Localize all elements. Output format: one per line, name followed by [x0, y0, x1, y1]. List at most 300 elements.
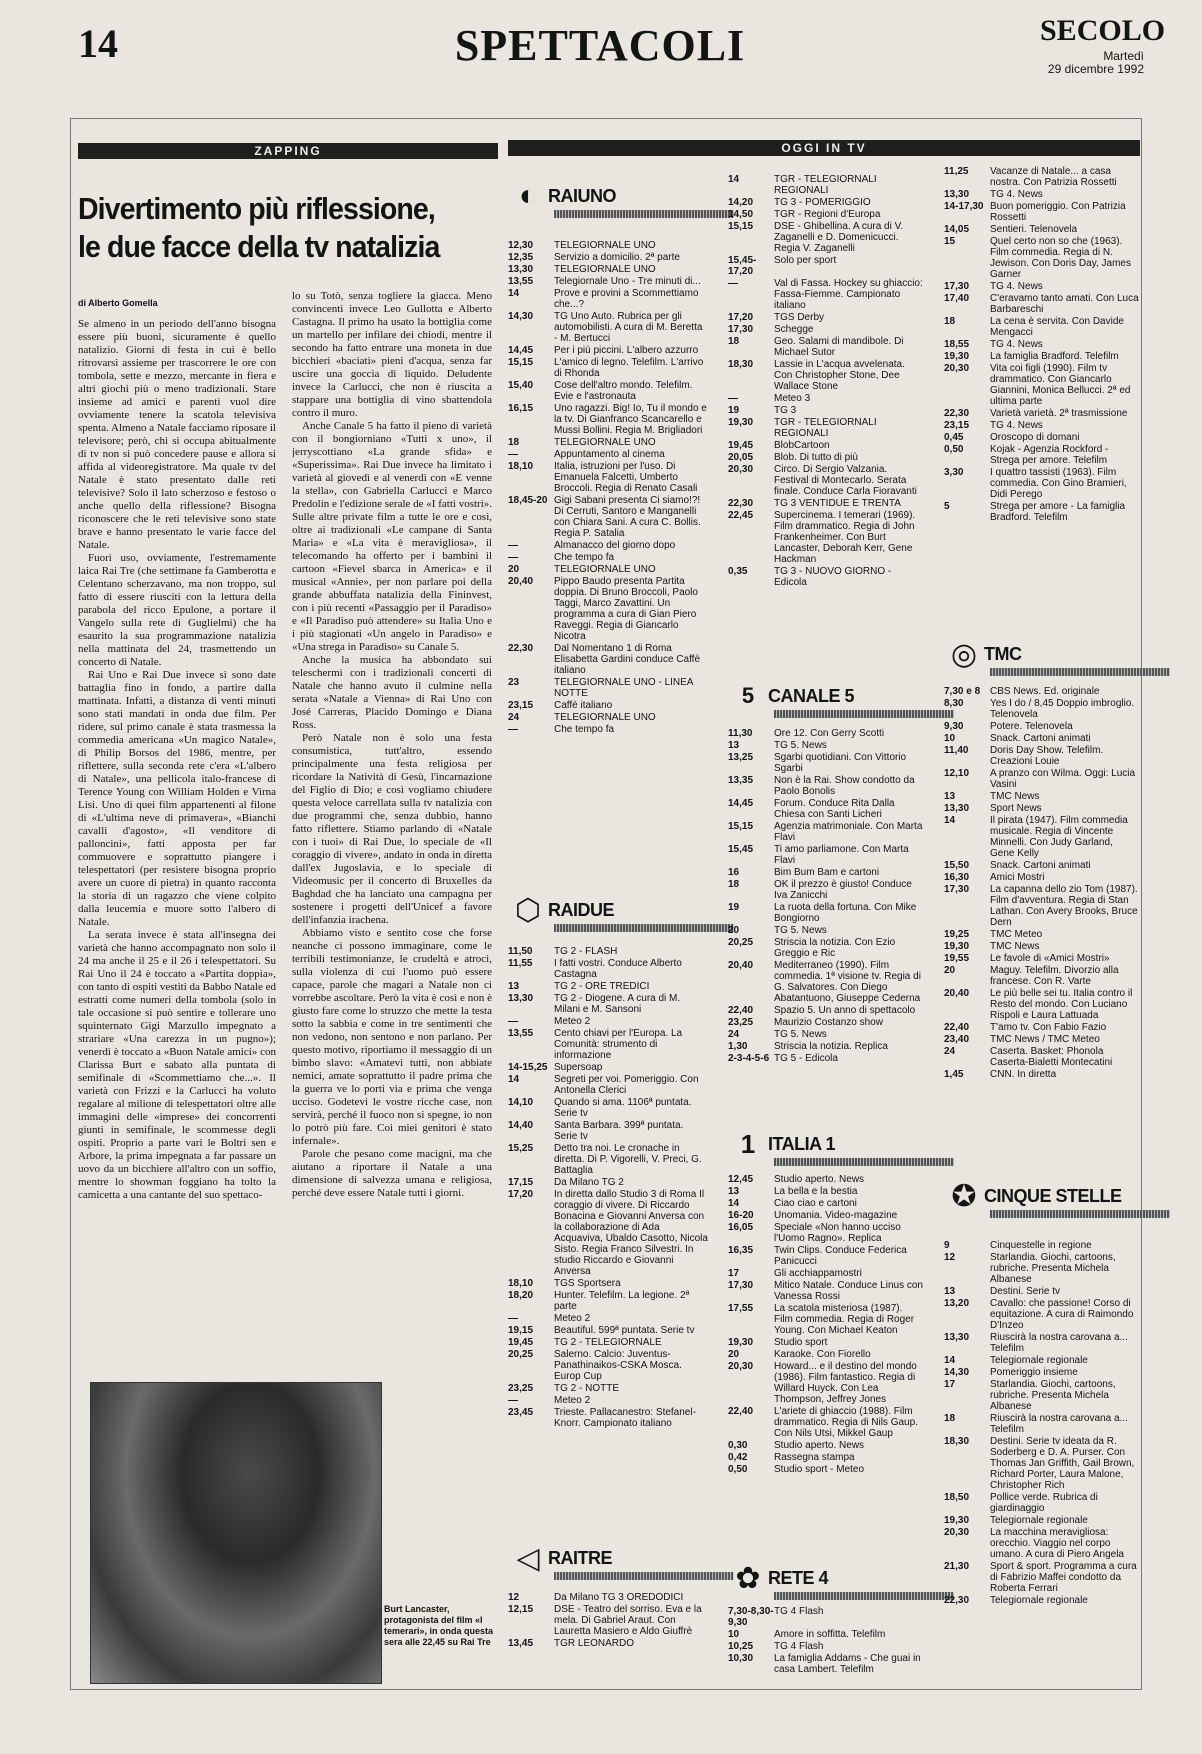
- channel-name: RAIUNO: [548, 185, 616, 206]
- program-time: 20,40: [944, 988, 970, 999]
- program-title: Buon pomeriggio. Con Patrizia Rossetti: [990, 201, 1126, 223]
- program-listing: [728, 498, 924, 509]
- program-time: 0,35: [728, 566, 748, 577]
- issue-day: Martedì: [1103, 49, 1144, 63]
- program-title: Oroscopo di domani: [990, 432, 1080, 443]
- program-listing: [728, 440, 924, 451]
- program-time: 23,15: [508, 700, 534, 711]
- program-time: 1,45: [944, 1069, 964, 1080]
- program-title: Trieste. Pallacanestro: Stefanel-Knorr. Campionato italiano: [554, 1407, 696, 1429]
- program-time: 20,30: [728, 1361, 754, 1372]
- program-title: TG 3 - POMERIGGIO: [774, 197, 871, 208]
- program-time: 23: [508, 677, 520, 688]
- article-paragraph: Anche Canale 5 ha fatto il pieno di varietà con il bongiorniano «Tutti x uno», il jerryscottiano «La grande sfida» e «Superissima». Rai Due invece ha limitato i varietà al giovedì e al venerdì con «E venne la stella», con Gabriella Carlucci e Marco Predolin e l'edizione serale de «I fatti vostri». Sulle altre private film a tutte le ore e così, oltre ai tradizionali «Le campane di Santa Maria» e «La vita è meravigliosa», il telecomando ha offerto per i bambini il cartoon «Fievel sbarca in America» e il musical «Annie», per non parlare poi della grande abbuffata natalizia della Fininvest, con i più recenti «Passaggio per il Paradiso» e «Il Paradiso può attendere» su Italia Uno e i più stagionati «Un angelo in Paradiso» e «Una strega in Paradiso» su Canale 5.: [292, 420, 492, 653]
- program-title: Pippo Baudo presenta Partita doppia. Di Bruno Broccoli, Paolo Taggi, Marco Zavattini. Un programma a cura di Gian Piero Raveggi. Regia di Giancarlo Nicotra: [554, 576, 698, 642]
- program-title: Studio aperto. News: [774, 1174, 865, 1185]
- program-listing: [508, 288, 708, 310]
- zapping-bar: ZAPPING: [78, 143, 498, 159]
- program-listing: [508, 1074, 708, 1096]
- program-listing: [944, 733, 1140, 744]
- program-title: TGR - TELEGIORNALI REGIONALI: [774, 417, 877, 439]
- program-listing: [508, 1177, 708, 1188]
- oggi-in-tv-bar: OGGI IN TV: [508, 140, 1140, 156]
- program-time: 8,30: [944, 698, 964, 709]
- program-title: OK il prezzo è giusto! Conduce Iva Zanicchi: [774, 879, 912, 901]
- program-title: Sport & sport. Programma a cura di Fabrizio Maffei condotto da Roberta Ferrari: [990, 1561, 1137, 1594]
- program-time: 15,15: [728, 221, 754, 232]
- program-listing: [728, 1210, 924, 1221]
- program-listing: [728, 221, 924, 254]
- program-listing: [508, 461, 708, 494]
- program-time: 23,25: [728, 1017, 754, 1028]
- rete4-logo-icon: ✿: [735, 1561, 761, 1595]
- program-listing: [728, 879, 924, 901]
- program-listing: [508, 564, 708, 575]
- program-listing: [728, 336, 924, 358]
- program-title: Agenzia matrimoniale. Con Marta Flavi: [774, 821, 923, 843]
- program-listing: [508, 403, 708, 436]
- program-time: 24: [508, 712, 520, 723]
- program-time: 11,55: [508, 958, 533, 969]
- article-paragraph: Fuori uso, ovviamente, l'estremamente laica Rai Tre (che settimane fa Gamberotta e Celentano scherzavano, ma non troppo, sul fatto di essere riusciti con la lettura della parabola del ricco Epulone, a portare il Vangelo sulla rete di Guglielmi) che ha esaurito la sua programmazione natalizia nella mattinata del 24, trasmettendo un concerto di Natale.: [78, 552, 276, 668]
- program-time: 14: [728, 174, 740, 185]
- program-time: 13: [728, 1186, 740, 1197]
- program-listing: [728, 510, 924, 565]
- program-time: 12: [508, 1592, 520, 1603]
- program-title: TG 4 Flash: [774, 1641, 824, 1652]
- program-time: 14: [508, 288, 520, 299]
- program-time: 18,55: [944, 339, 970, 350]
- program-time: 16,35: [728, 1245, 754, 1256]
- program-listing: [508, 981, 708, 992]
- program-title: TG 2 - FLASH: [554, 946, 618, 957]
- program-time: 14,45: [728, 798, 754, 809]
- program-time: 10,30: [728, 1653, 754, 1664]
- program-listing: [728, 1440, 924, 1451]
- program-time: 20,30: [728, 464, 754, 475]
- program-listing: [944, 1367, 1140, 1378]
- program-listing: [944, 1492, 1140, 1514]
- program-title: TMC News: [990, 941, 1040, 952]
- program-time: 22,30: [508, 643, 534, 654]
- program-title: TG 5. News: [774, 925, 827, 936]
- program-time: 16,05: [728, 1222, 754, 1233]
- program-time: 17,40: [944, 293, 970, 304]
- program-time: 13: [728, 740, 740, 751]
- program-listing: [944, 501, 1140, 523]
- program-listing: [944, 1595, 1140, 1606]
- program-title: Kojak - Agenzia Rockford - Strega per amore. Telefilm: [990, 444, 1109, 466]
- program-listing: [728, 728, 924, 739]
- program-time: 16,30: [944, 872, 970, 883]
- program-title: TELEGIORNALE UNO: [554, 437, 656, 448]
- program-time: 20,25: [508, 1349, 534, 1360]
- program-listing: [728, 393, 924, 404]
- program-time: 2-3-4-5-6: [728, 1053, 770, 1064]
- program-time: 15,45-17,20: [728, 255, 757, 277]
- program-time: 22,30: [944, 1595, 970, 1606]
- raitre-logo-icon: ◁: [516, 1541, 540, 1575]
- program-title: Lassie in L'acqua avvelenata. Con Christopher Stone, Dee Wallace Stone: [774, 359, 905, 392]
- article-paragraph: lo su Totò, senza togliere la giacca. Meno convincenti invece Leo Gullotta e Alberto Castagna. Il primo ha usato la bottiglia come un martello per infilare dei chiodi, mentre il secondo ha fatto entrare una moneta in due bicchieri «baciati» pieni d'acqua, senza far uscire una goccia di liquido. Deludente invece la Carlucci, che non è riuscita a stappare una bottiglia di vino sbattendola contro il muro.: [292, 290, 492, 419]
- program-title: A pranzo con Wilma. Oggi: Lucia Vasini: [990, 768, 1136, 790]
- program-title: Strega per amore - La famiglia Bradford. Telefilm: [990, 501, 1126, 523]
- program-title: TG 4. News: [990, 420, 1043, 431]
- program-time: 12,10: [944, 768, 970, 779]
- program-title: Twin Clips. Conduce Federica Panicucci: [774, 1245, 907, 1267]
- program-listing: [944, 236, 1140, 280]
- program-listing: [728, 752, 924, 774]
- program-listing: [508, 724, 708, 735]
- article-paragraph: Parole che pesano come macigni, ma che aiutano a riportare il Natale a una dimensione di salvezza umana e religiosa, perché deve essere Natale tutti i giorni.: [292, 1148, 492, 1199]
- program-time: 18,50: [944, 1492, 970, 1503]
- program-time: —: [508, 724, 518, 735]
- program-title: Beautiful. 599ª puntata. Serie tv: [554, 1325, 695, 1336]
- program-time: 13,55: [508, 276, 534, 287]
- program-time: —: [508, 1016, 518, 1027]
- program-time: 0,45: [944, 432, 964, 443]
- program-title: La macchina meravigliosa: orecchio. Viaggio nel corpo umano. A cura di Piero Angela: [990, 1527, 1124, 1560]
- program-listing: [944, 444, 1140, 466]
- program-time: 19,30: [728, 1337, 754, 1348]
- program-time: 19,30: [728, 417, 754, 428]
- program-listing: [728, 1361, 924, 1405]
- program-listing: [728, 1174, 924, 1185]
- program-listing: [508, 540, 708, 551]
- program-title: TG 2 - NOTTE: [554, 1383, 619, 1394]
- program-title: Snack. Cartoni animati: [990, 733, 1091, 744]
- program-title: BlobCartoon: [774, 440, 830, 451]
- program-listing: [944, 316, 1140, 338]
- program-title: Sentieri. Telenovela: [990, 224, 1078, 235]
- program-time: 14,30: [508, 311, 534, 322]
- program-time: 20: [728, 925, 740, 936]
- program-time: 13: [508, 981, 520, 992]
- program-title: Hunter. Telefilm. La legione. 2ª parte: [554, 1290, 690, 1312]
- program-listing: [944, 1436, 1140, 1491]
- program-title: TG 4. News: [990, 281, 1043, 292]
- program-listing: [508, 677, 708, 699]
- program-listing: [728, 405, 924, 416]
- channel-rete4: [728, 1558, 924, 1676]
- program-listing: [944, 815, 1140, 859]
- program-title: TGR LEONARDO: [554, 1638, 635, 1649]
- program-listing: [508, 1143, 708, 1176]
- program-title: TG 2 - ORE TREDICI: [554, 981, 650, 992]
- program-listing: [944, 686, 1140, 697]
- program-title: TELEGIORNALE UNO: [554, 240, 656, 251]
- channel-italia1: [728, 1124, 924, 1476]
- program-title: Cinquestelle in regione: [990, 1240, 1092, 1251]
- program-time: 13,35: [728, 775, 754, 786]
- program-time: 11,25: [944, 166, 969, 177]
- program-time: 13: [944, 1286, 956, 1297]
- program-time: 15,15: [508, 357, 534, 368]
- program-listing: [508, 437, 708, 448]
- program-listing: [728, 740, 924, 751]
- program-listing: [508, 946, 708, 957]
- program-time: 23,45: [508, 1407, 534, 1418]
- program-time: 20: [728, 1349, 740, 1360]
- program-listing: [944, 884, 1140, 928]
- program-time: 18: [728, 336, 740, 347]
- program-time: 19,30: [944, 1515, 970, 1526]
- program-title: Caffè italiano: [554, 700, 613, 711]
- program-title: TGS Sportsera: [554, 1278, 621, 1289]
- program-title: Pollice verde. Rubrica di giardinaggio: [990, 1492, 1098, 1514]
- program-listing: [728, 1653, 924, 1675]
- program-time: —: [508, 552, 518, 563]
- article-paragraph: Però Natale non è solo una festa consumistica, tutt'altro, essendo principalmente una festa religiosa per ricordare la Natività di Gesù, l'incarnazione del Figlio di Dio; e così vogliamo chiudere questa veloce carrellata sulla tv natalizia con due programmi che, senza dubbio, hanno fatto riflettere. Stiamo parlando di «Natale con i tuoi» di Rai Due, lo speciale de «Il coraggio di vivere», andato in onda in diretta dall'ex Jugoslavia, e lo speciale di Videomusic per il concerto di Bruxelles da Baghdad che ha lanciato una campagna per sostenere i progetti dell'Unicef a favore dell'infanzia irachena.: [292, 732, 492, 926]
- program-time: 24: [728, 1029, 740, 1040]
- program-title: TG 2 - TELEGIORNALE: [554, 1337, 662, 1348]
- program-title: TELEGIORNALE UNO: [554, 564, 656, 575]
- program-time: 10: [944, 733, 956, 744]
- article-column-1: [78, 318, 276, 1370]
- program-time: —: [508, 540, 518, 551]
- program-listing: [728, 452, 924, 463]
- program-listing: [944, 941, 1140, 952]
- program-title: Prove e provini a Scommettiamo che...?: [554, 288, 699, 310]
- program-listing: [508, 1395, 708, 1406]
- program-listing: [728, 902, 924, 924]
- program-listing: [944, 698, 1140, 720]
- program-time: 10: [728, 1629, 740, 1640]
- program-time: 14,30: [944, 1367, 970, 1378]
- program-time: 22,30: [728, 498, 754, 509]
- article-paragraph: La serata invece è stata all'insegna dei varietà che hanno accompagnato non solo il 24 ma anche il 25 e il 26 i telespettatori. Su Rai Uno il 24 è toccato a «Partita doppia», con tanto di ospiti vestiti da Babbo Natale ed estratti come numeri della tombola (solo in tale occasione si può sentire e tollerare uno squinternato Gigi Marzullo impegnato a strariare «Una carezza in un pugno»); venerdì è toccato a «Buon Natale amici» con Clarissa Burt e sabato alla puntata di semifinale di «Scommettiamo che...». Il varietà con Frizzi e la Carlucci ha voluto regalare al milione di telespettatori oltre alle immagini delle «imprese» dei concorrenti giunti in semifinale, le scommesse degli ospiti. Proprio a parte vari le Boltri sen e Arbore, la prima impegnata a far passare un uovo da un bicchiere all'altro con un soffio, mentre lo showman foggiano ha tolto la camicetta a una cantante del suo spettaco-: [78, 929, 276, 1201]
- program-title: C'eravamo tanto amati. Con Luca Barbareschi: [990, 293, 1139, 315]
- program-listing: [728, 566, 924, 588]
- program-time: 24: [944, 1046, 956, 1057]
- program-title: Val di Fassa. Hockey su ghiaccio: Fassa-Fiemme. Campionato italiano: [774, 278, 923, 311]
- page-number: 14: [78, 21, 118, 66]
- article-paragraph: Se almeno in un periodo dell'anno bisogna essere più buoni, sicuramente è quello natalizio. Giorni di festa in cui è bello ritrovarsi assieme per trascorrere le ore con tombola, sette e mezzo, mercante in fiera e altri giochi più o meno tradizionali. Stare insieme ad amici e parenti vuol dire ovviamente tenere la scatola televisiva spenta. Almeno a Natale facciamo riposare il televisore; però, chi si occupa abitualmente di tv non si può concedere pause e allora si affida al videoregistratore. Ma quale tv del Natale è stato presentato dalle reti televisive? Solo il lato scherzoso e festoso o anche quello della riflessione? Bisogna riconoscere che le reti televisive sono state brave e hanno presentato le varie facce del Natale.: [78, 318, 276, 551]
- program-time: 20,25: [728, 937, 754, 948]
- program-listing: [944, 768, 1140, 790]
- section-title: SPETTACOLI: [454, 21, 746, 70]
- program-time: 3,30: [944, 467, 964, 478]
- program-time: 19,45: [508, 1337, 534, 1348]
- program-listing: [728, 1041, 924, 1052]
- program-title: Cose dell'altro mondo. Telefilm. Evie e l'astronauta: [554, 380, 693, 402]
- program-time: 18,30: [728, 359, 754, 370]
- program-time: —: [728, 278, 738, 289]
- program-listing: [944, 1527, 1140, 1560]
- program-title: Meteo 2: [554, 1395, 591, 1406]
- program-listing: [944, 1034, 1140, 1045]
- program-listing: [728, 312, 924, 323]
- program-time: 20,40: [508, 576, 534, 587]
- program-title: Ti amo parliamone. Con Marta Flavi: [774, 844, 909, 866]
- program-time: 7,30 e 8: [944, 686, 981, 697]
- channel-rete4-continued: [944, 166, 1140, 524]
- program-title: Solo per sport: [774, 255, 837, 266]
- program-listing: [944, 363, 1140, 407]
- program-listing: [944, 420, 1140, 431]
- program-title: TG 3: [774, 405, 797, 416]
- program-time: 16: [728, 867, 740, 878]
- program-time: 18,20: [508, 1290, 534, 1301]
- program-title: TGR - Regioni d'Europa: [774, 209, 881, 220]
- program-time: 18: [508, 437, 520, 448]
- program-listing: [728, 925, 924, 936]
- program-listing: [728, 1005, 924, 1016]
- program-listing: [508, 449, 708, 460]
- cinquestelle-logo-icon: ✪: [951, 1179, 977, 1213]
- program-title: Supersoap: [554, 1062, 603, 1073]
- channel-name: CINQUE STELLE: [984, 1185, 1122, 1206]
- program-listing: [944, 721, 1140, 732]
- program-title: Snack. Cartoni animati: [990, 860, 1091, 871]
- program-time: —: [508, 449, 518, 460]
- program-listing: [944, 432, 1140, 443]
- program-listing: [728, 359, 924, 392]
- program-time: 14-17,30: [944, 201, 984, 212]
- photo-caption: Burt Lancaster, protagonista del film «I temerari», in onda questa sera alle 22,45 su Rai Tre: [384, 1604, 494, 1647]
- program-time: 16-20: [728, 1210, 754, 1221]
- program-title: Per i più piccini. L'albero azzurro: [554, 345, 699, 356]
- program-title: Quel certo non so che (1963). Film commedia. Regia di N. Jewison. Con Doris Day, James Garner: [990, 236, 1131, 280]
- program-time: 20: [944, 965, 956, 976]
- channel-name: RETE 4: [768, 1567, 829, 1588]
- program-title: Ciao ciao e cartoni: [774, 1198, 857, 1209]
- program-time: 12,30: [508, 240, 534, 251]
- program-listing: [508, 264, 708, 275]
- program-listing: [944, 293, 1140, 315]
- program-listing: [728, 1452, 924, 1463]
- program-time: 13,20: [944, 1298, 970, 1309]
- program-time: 22,40: [728, 1005, 754, 1016]
- program-title: TG 3 VENTIDUE E TRENTA: [774, 498, 901, 509]
- program-time: 22,40: [728, 1406, 754, 1417]
- program-title: La ruota della fortuna. Con Mike Bongiorno: [774, 902, 917, 924]
- program-title: Non è la Rai. Show condotto da Paolo Bonolis: [774, 775, 915, 797]
- program-listing: [508, 993, 708, 1015]
- channel-name: ITALIA 1: [768, 1133, 835, 1154]
- program-title: Vita coi figli (1990). Film tv drammatico. Con Giancarlo Giannini, Monica Bellucci. 2ª ed ultima parte: [990, 363, 1131, 407]
- program-title: Studio sport: [774, 1337, 828, 1348]
- program-listing: [728, 1222, 924, 1244]
- program-title: La scatola misteriosa (1987). Film commedia. Regia di Roger Young. Con Michael Keaton: [774, 1303, 915, 1336]
- program-title: Cento chiavi per l'Europa. La Comunità: strumento di informazione: [554, 1028, 683, 1061]
- program-time: 17,30: [728, 1280, 754, 1291]
- program-title: Unomania. Video-magazine: [774, 1210, 898, 1221]
- program-time: 18: [944, 316, 956, 327]
- program-title: Meteo 3: [774, 393, 811, 404]
- program-listing: [508, 1016, 708, 1027]
- program-listing: [508, 1337, 708, 1348]
- program-time: 20,30: [944, 363, 970, 374]
- program-title: TG Uno Auto. Rubrica per gli automobilisti. A cura di M. Beretta - M. Bertucci: [554, 311, 703, 344]
- program-title: CNN. In diretta: [990, 1069, 1057, 1080]
- program-listing: [944, 1286, 1140, 1297]
- program-time: 22,45: [728, 510, 754, 521]
- program-time: 13,25: [728, 752, 754, 763]
- program-time: 17,15: [508, 1177, 534, 1188]
- program-title: La capanna dello zio Tom (1987). Film d'avventura. Regia di Stan Lathan. Con Avery Brooks, Bruce Dern: [990, 884, 1138, 928]
- program-listing: [508, 1290, 708, 1312]
- program-time: 12: [944, 1252, 956, 1263]
- program-title: T'amo tv. Con Fabio Fazio: [990, 1022, 1107, 1033]
- program-time: 17,20: [728, 312, 754, 323]
- program-time: 14: [944, 1355, 956, 1366]
- program-title: Destini. Serie tv: [990, 1286, 1061, 1297]
- program-time: 22,40: [944, 1022, 970, 1033]
- program-title: Che tempo fa: [554, 552, 615, 563]
- program-listing: [508, 552, 708, 563]
- program-title: Telegiornale regionale: [990, 1595, 1088, 1606]
- program-title: Da Milano TG 2: [554, 1177, 624, 1188]
- program-listing: [944, 1240, 1140, 1251]
- program-time: 0,30: [728, 1440, 748, 1451]
- program-listing: [728, 937, 924, 959]
- program-title: La famiglia Addams - Che guai in casa Lambert. Telefilm: [774, 1653, 921, 1675]
- program-listing: [944, 1252, 1140, 1285]
- channel-name: CANALE 5: [768, 685, 855, 706]
- program-listing: [944, 965, 1140, 987]
- program-title: Howard... e il destino del mondo (1986). Film fantastico. Regia di Willard Huyck. Con Lea Thompson, Jeffrey Jones: [774, 1361, 917, 1405]
- program-title: Riuscirà la nostra carovana a... Telefilm: [990, 1332, 1128, 1354]
- program-title: Circo. Di Sergio Valzania. Festival di Montecarlo. Serata finale. Conduce Carla Fioravanti: [774, 464, 917, 497]
- program-time: 17: [728, 1268, 740, 1279]
- program-title: Geo. Salami di mandibole. Di Michael Sutor: [774, 336, 904, 358]
- program-title: Da Milano TG 3 OREDODICI: [554, 1592, 684, 1603]
- program-listing: [508, 1097, 708, 1119]
- program-listing: [944, 189, 1140, 200]
- program-title: TGR - TELEGIORNALI REGIONALI: [774, 174, 877, 196]
- program-listing: [728, 1337, 924, 1348]
- program-listing: [944, 166, 1140, 188]
- program-title: Vacanze di Natale... a casa nostra. Con Patrizia Rossetti: [990, 166, 1117, 188]
- program-time: 18,45-20: [508, 495, 548, 506]
- program-title: Meteo 2: [554, 1016, 591, 1027]
- program-title: La famiglia Bradford. Telefilm: [990, 351, 1119, 362]
- program-listing: [508, 357, 708, 379]
- program-listing: [944, 1413, 1140, 1435]
- program-time: —: [508, 1313, 518, 1324]
- program-title: Detto tra noi. Le cronache in diretta. Di P. Vigorelli, V. Preci, G. Battaglia: [554, 1143, 702, 1176]
- program-listing: [944, 408, 1140, 419]
- program-title: CBS News. Ed. originale: [990, 686, 1100, 697]
- program-listing: [728, 1053, 924, 1064]
- program-time: 15,45: [728, 844, 754, 855]
- program-time: 20,05: [728, 452, 754, 463]
- program-listing: [728, 197, 924, 208]
- program-title: Mitico Natale. Conduce Linus con Vanessa Rossi: [774, 1280, 923, 1302]
- program-listing: [728, 1029, 924, 1040]
- program-title: Mediterraneo (1990). Film commedia. 1ª visione tv. Regia di G. Salvatores. Con Diego Abatantuono, Giuseppe Cederna: [774, 960, 921, 1004]
- program-title: Telegiornale Uno - Tre minuti di...: [554, 276, 701, 287]
- program-title: La cena è servita. Con Davide Mengacci: [990, 316, 1124, 338]
- channel-name: RAIDUE: [548, 899, 615, 920]
- program-time: 17,30: [728, 324, 754, 335]
- program-time: 18,30: [944, 1436, 970, 1447]
- program-time: 18,10: [508, 461, 534, 472]
- issue-date-text: 29 dicembre 1992: [1047, 62, 1144, 76]
- program-listing: [508, 1592, 708, 1603]
- program-title: Yes I do / 8,45 Doppio imbroglio. Telenovela: [990, 698, 1135, 720]
- program-listing: [728, 1349, 924, 1360]
- program-listing: [508, 240, 708, 251]
- program-time: 13,55: [508, 1028, 534, 1039]
- program-listing: [508, 1189, 708, 1277]
- program-time: 19,30: [944, 941, 970, 952]
- program-time: 13,30: [944, 189, 970, 200]
- program-listing: [508, 958, 708, 980]
- program-title: Cavallo: che passione! Corso di equitazione. A cura di Raimondo D'Inzeo: [990, 1298, 1134, 1331]
- program-listing: [508, 712, 708, 723]
